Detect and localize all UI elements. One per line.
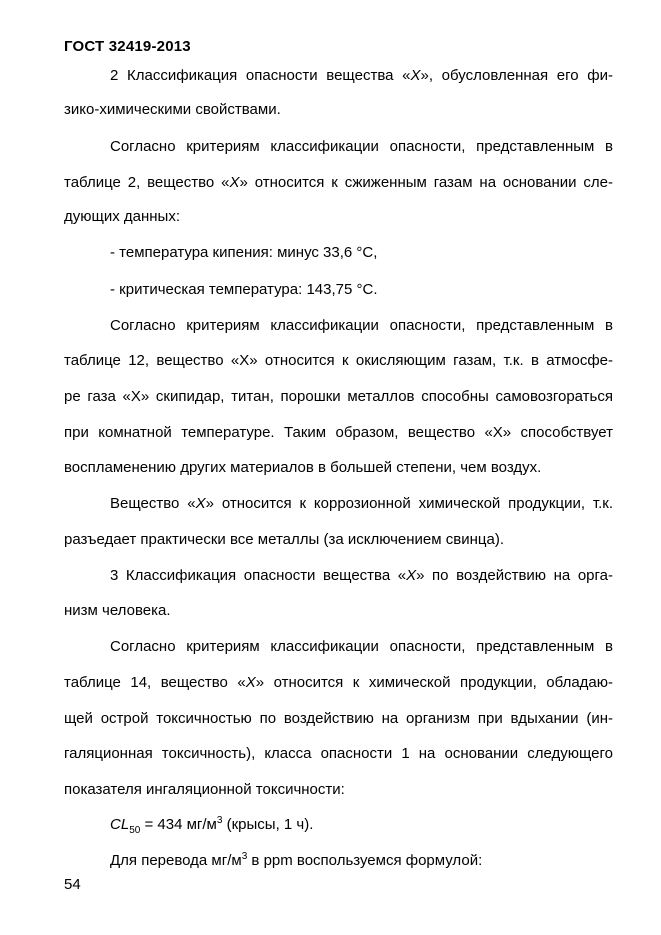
substance-symbol: X [410, 67, 421, 84]
text-fragment: » относится к коррозионной химической продукции, т.к. [205, 495, 613, 512]
paragraph-2-line-4: при комнатной температуре. Таким образом, вещество «X» способствует [64, 424, 613, 441]
section-3-heading-line-1 [110, 566, 613, 586]
paragraph-2-line-1: Согласно критериям классификации опасности, представленным в [110, 317, 613, 334]
substance-symbol: X [406, 567, 417, 584]
section-3-heading-line-2: низм человека. [64, 602, 171, 619]
text-fragment: таблице 14, вещество « [64, 674, 246, 691]
substance-symbol: X [195, 495, 206, 512]
text-fragment: », обусловленная его фи- [420, 67, 613, 84]
section-2-heading-line-1 [110, 66, 613, 86]
standard-header: ГОСТ 32419-2013 [64, 38, 191, 55]
text-fragment: Для перевода мг/м [110, 852, 242, 869]
formula-subscript: 50 [129, 825, 141, 836]
text-fragment: 3 Классификация опасности вещества « [110, 567, 407, 584]
section-2-heading-line-2: зико-химическими свойствами. [64, 101, 281, 118]
text-fragment: Вещество « [110, 495, 196, 512]
paragraph-4-line-2 [64, 673, 613, 693]
text-fragment: (крысы, 1 ч). [222, 816, 314, 833]
paragraph-4-line-1: Согласно критериям классификации опасности, представленным в [110, 638, 613, 655]
unit-superscript: 3 [241, 851, 248, 862]
formula-symbol: CL [110, 816, 130, 833]
text-fragment: » относится к сжиженным газам на основании сле- [239, 174, 614, 191]
paragraph-1-line-3: дующих данных: [64, 208, 181, 225]
substance-symbol: X [245, 674, 256, 691]
paragraph-1-line-2 [64, 173, 613, 193]
paragraph-3-line-1 [110, 494, 613, 514]
paragraph-2-line-2: таблице 12, вещество «X» относится к окисляющим газам, т.к. в атмосфе- [64, 352, 613, 369]
paragraph-1-line-1: Согласно критериям классификации опасности, представленным в [110, 138, 613, 155]
text-fragment: » по воздействию на орга- [416, 567, 613, 584]
paragraph-4-line-5: показателя ингаляционной токсичности: [64, 781, 345, 798]
paragraph-2-line-5: воспламенению других материалов в большей степени, чем воздух. [64, 459, 542, 476]
text-fragment: таблице 2, вещество « [64, 174, 230, 191]
paragraph-2-line-3: ре газа «X» скипидар, титан, порошки металлов способны самовозгораться [64, 388, 613, 405]
bullet-critical-temperature: - критическая температура: 143,75 °С. [110, 281, 378, 298]
paragraph-3-line-2: разъедает практически все металлы (за исключением свинца). [64, 531, 504, 548]
substance-symbol: X [229, 174, 240, 191]
bullet-boiling-point: - температура кипения: минус 33,6 °С, [110, 244, 378, 261]
text-fragment: = 434 мг/м [140, 816, 217, 833]
conversion-line [110, 851, 613, 871]
formula-superscript: 3 [216, 815, 223, 826]
toxicity-formula [110, 815, 613, 835]
text-fragment: » относится к химической продукции, обладаю- [255, 674, 614, 691]
text-fragment: в ppm воспользуемся формулой: [247, 852, 483, 869]
paragraph-4-line-4: галяционная токсичность), класса опасности 1 на основании следующего [64, 745, 613, 762]
text-fragment: 2 Классификация опасности вещества « [110, 67, 411, 84]
paragraph-4-line-3: щей острой токсичностью по воздействию на организм при вдыхании (ин- [64, 710, 613, 727]
page-number: 54 [64, 876, 81, 893]
